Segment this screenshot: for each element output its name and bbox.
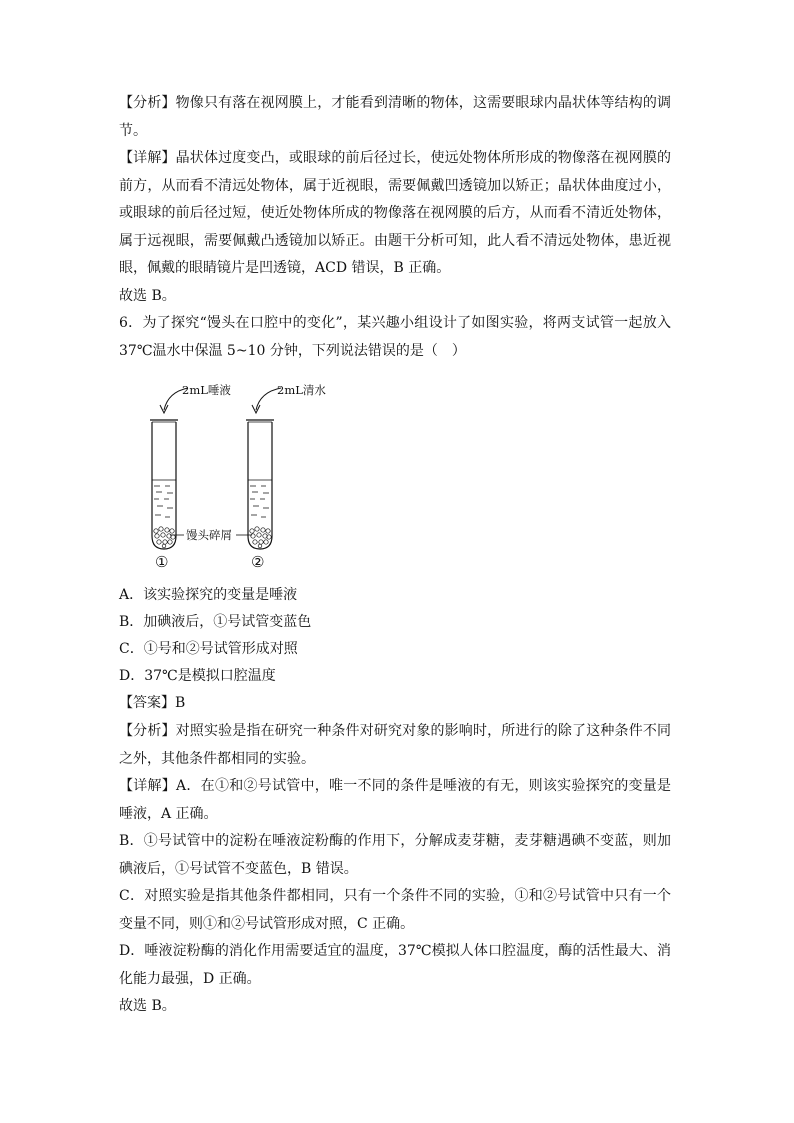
detail-tag-2: 【详解】 (119, 778, 177, 794)
tube1-number: ① (155, 553, 169, 571)
option-a: A．该实验探究的变量是唾液 (119, 587, 298, 603)
answer-line (119, 690, 671, 718)
detail-a-text: A．在①和②号试管中，唯一不同的条件是唾液的有无，则该实验探究的变量是唾液，A 正确。 (119, 778, 672, 822)
option-c: C．①号和②号试管形成对照 (119, 641, 298, 657)
detail-c: C．对照实验是指其他条件都相同，只有一个条件不同的实验，①和②号试管中只有一个变量不同，则①和②号试管形成对照，C 正确。 (119, 888, 671, 932)
analysis-tag: 【分析】 (119, 95, 176, 111)
analysis-paragraph-2 (119, 718, 671, 773)
tube2-label: 2mL清水 (277, 383, 326, 397)
question-6-stem: 6．为了探究“馒头在口腔中的变化”，某兴趣小组设计了如图实验，将两支试管一起放入 37℃温水中保温 5~10 分钟，下列说法错误的是（ ） (119, 315, 671, 359)
tube2-number: ② (251, 553, 265, 571)
analysis-tag-2: 【分析】 (119, 723, 176, 739)
detail-text: 晶状体过度变凸，或眼球的前后径过长，使远处物体所形成的物像落在视网膜的前方，从而看不清远处物体，属于近视眼，需要佩戴凹透镜加以矫正；晶状体曲度过小，或眼球的前后径过短，使近处物体所成的物像落在视网膜的后方，从而看不清近处物体，属于远视眼，需要佩戴凸透镜加以矫正。由题干分析可知，此人看不清远处物体，患近视眼，佩戴的眼睛镜片是凹透镜，ACD 错误，B 正确。 (119, 150, 672, 276)
tube1-label: 2mL唾液 (182, 383, 231, 397)
analysis-paragraph-1 (119, 90, 671, 145)
option-b: B．加碘液后，①号试管变蓝色 (119, 614, 312, 630)
choose-line-2: 故选 B。 (119, 998, 176, 1014)
crumbs-label: 馒头碎屑 (186, 528, 232, 542)
choose-line-1: 故选 B。 (119, 288, 176, 304)
test-tube-2 (246, 420, 274, 549)
detail-tag: 【详解】 (119, 150, 176, 166)
detail-paragraph-1 (119, 145, 671, 283)
test-tube-1 (150, 420, 178, 549)
detail-d: D．唾液淀粉酶的消化作用需要适宜的温度，37℃模拟人体口腔温度，酶的活性最大、消化能力最强，D 正确。 (119, 943, 671, 987)
detail-b: B．①号试管中的淀粉在唾液淀粉酶的作用下，分解成麦芽糖，麦芽糖遇碘不变蓝，则加碘液后，①号试管不变蓝色，B 错误。 (119, 833, 671, 877)
answer-text: B (175, 695, 186, 711)
test-tube-diagram (140, 378, 340, 574)
analysis-text: 物像只有落在视网膜上，才能看到清晰的物体，这需要眼球内晶状体等结构的调节。 (119, 95, 672, 139)
option-d: D．37℃是模拟口腔温度 (119, 668, 276, 684)
answer-tag: 【答案】 (119, 695, 175, 711)
analysis-text-2: 对照实验是指在研究一种条件对研究对象的影响时，所进行的除了这种条件不同之外，其他条件都相同的实验。 (119, 723, 672, 767)
detail-a (119, 773, 671, 828)
test-tube-figure (140, 378, 340, 574)
